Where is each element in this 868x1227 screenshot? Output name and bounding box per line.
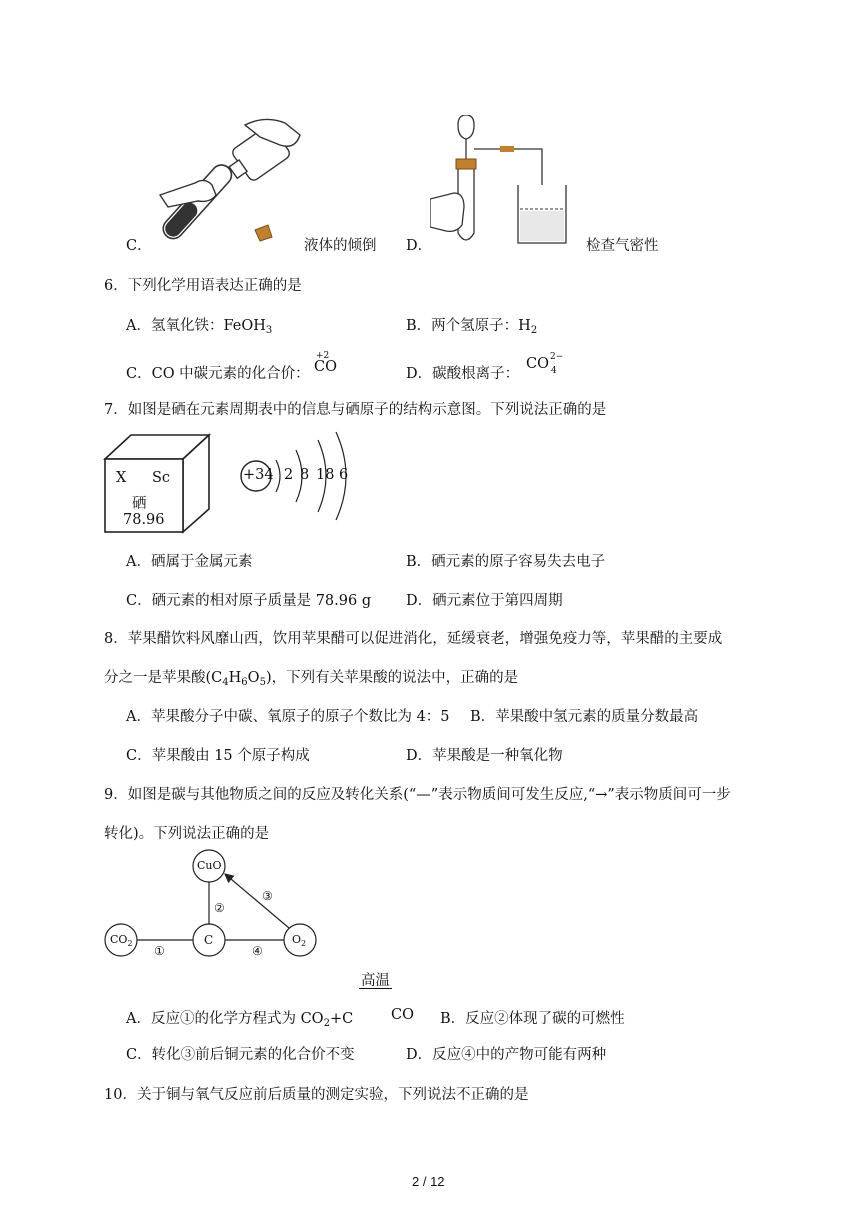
q6-option-d-subscript: 4 xyxy=(551,366,557,376)
q9-option-a-product: CO xyxy=(391,1007,414,1023)
reaction-label-2: ② xyxy=(214,901,225,915)
reaction-label-1: ① xyxy=(154,944,165,958)
q9-option-d: D．反应④中的产物可能有两种 xyxy=(406,1047,607,1063)
page-number: 2 / 12 xyxy=(412,1174,445,1189)
node-cuo: CuO xyxy=(197,859,222,872)
q6-option-a: A．氢氧化铁：FeOH$_3$ xyxy=(126,318,273,336)
cell-mass: 78.96 xyxy=(123,512,165,528)
q8-option-c: C．苹果酸由 15 个原子构成 xyxy=(126,748,310,764)
q6-option-c-formula: CO xyxy=(314,359,337,375)
cell-atomic-number: X xyxy=(116,470,127,486)
q6-option-d-formula: CO xyxy=(526,356,549,372)
reaction-label-4: ④ xyxy=(252,944,263,958)
node-c: C xyxy=(204,933,214,947)
q9-stem-line1: 9．如图是碳与其他物质之间的反应及转化关系(“—”表示物质间可发生反应,“→”表示物质间可一步 xyxy=(104,787,731,803)
q6-option-b: B．两个氢原子：$H_2$ xyxy=(406,318,538,336)
q8-stem-line2: 分之一是苹果酸$(C_4H_6O_5)$，下列有关苹果酸的说法中，正确的是 xyxy=(104,670,519,688)
atom-shell-4: 6 xyxy=(339,467,349,483)
q8-option-d: D．苹果酸是一种氧化物 xyxy=(406,748,563,764)
q9-option-a: A．反应①的化学方程式为 $CO_2+C$ xyxy=(126,1011,354,1029)
q8-option-b: B．苹果酸中氢元素的质量分数最高 xyxy=(470,709,699,725)
q10-stem: 10．关于铜与氧气反应前后质量的测定实验，下列说法不正确的是 xyxy=(104,1087,529,1103)
q5-option-d-label: D． xyxy=(406,238,433,254)
atom-nucleus: +34 xyxy=(243,467,274,483)
q7-option-c: C．硒元素的相对原子质量是 78.96 g xyxy=(126,593,372,609)
q6-option-c-charge: +2 xyxy=(316,351,330,361)
q8-option-a: A．苹果酸分子中碳、氧原子的原子个数比为 4：5 xyxy=(126,709,450,725)
node-co2: $CO_2$ xyxy=(110,933,133,948)
q6-option-c: C．CO 中碳元素的化合价： xyxy=(126,366,310,382)
q7-stem: 7．如图是硒在元素周期表中的信息与硒原子的结构示意图。下列说法正确的是 xyxy=(104,402,607,418)
airtightness-check-illustration xyxy=(430,115,580,255)
q7-option-b: B．硒元素的原子容易失去电子 xyxy=(406,554,606,570)
q5-option-d-caption: 检查气密性 xyxy=(586,238,659,254)
atom-shell-1: 2 xyxy=(284,467,294,483)
atom-shell-3: 18 xyxy=(316,467,335,483)
q7-option-a: A．硒属于金属元素 xyxy=(126,554,253,570)
cell-name: 硒 xyxy=(132,496,147,512)
cell-symbol: Sc xyxy=(152,470,171,486)
q6-option-d: D．碳酸根离子： xyxy=(406,366,520,382)
q6-option-d-charge: 2− xyxy=(550,352,564,362)
q8-stem-line1: 8．苹果醋饮料风靡山西，饮用苹果醋可以促进消化，延缓衰老，增强免疫力等，苹果醋的主要成 xyxy=(104,631,723,647)
q9-stem-line2: 转化)。下列说法正确的是 xyxy=(104,826,270,842)
q9-option-c: C．转化③前后铜元素的化合价不变 xyxy=(126,1047,355,1063)
reaction-condition: 高温 xyxy=(361,973,390,989)
reaction-label-3: ③ xyxy=(262,889,273,903)
q6-stem: 6．下列化学用语表达正确的是 xyxy=(104,278,302,294)
atom-shell-2: 8 xyxy=(300,467,310,483)
q7-option-d: D．硒元素位于第四周期 xyxy=(406,593,563,609)
q9-option-b: B．反应②体现了碳的可燃性 xyxy=(440,1011,625,1027)
q5-option-c-caption: 液体的倾倒 xyxy=(304,238,377,254)
q5-option-c-label: C． xyxy=(126,238,152,254)
node-o2: $O_2$ xyxy=(292,933,307,948)
pouring-liquid-illustration xyxy=(150,115,310,255)
